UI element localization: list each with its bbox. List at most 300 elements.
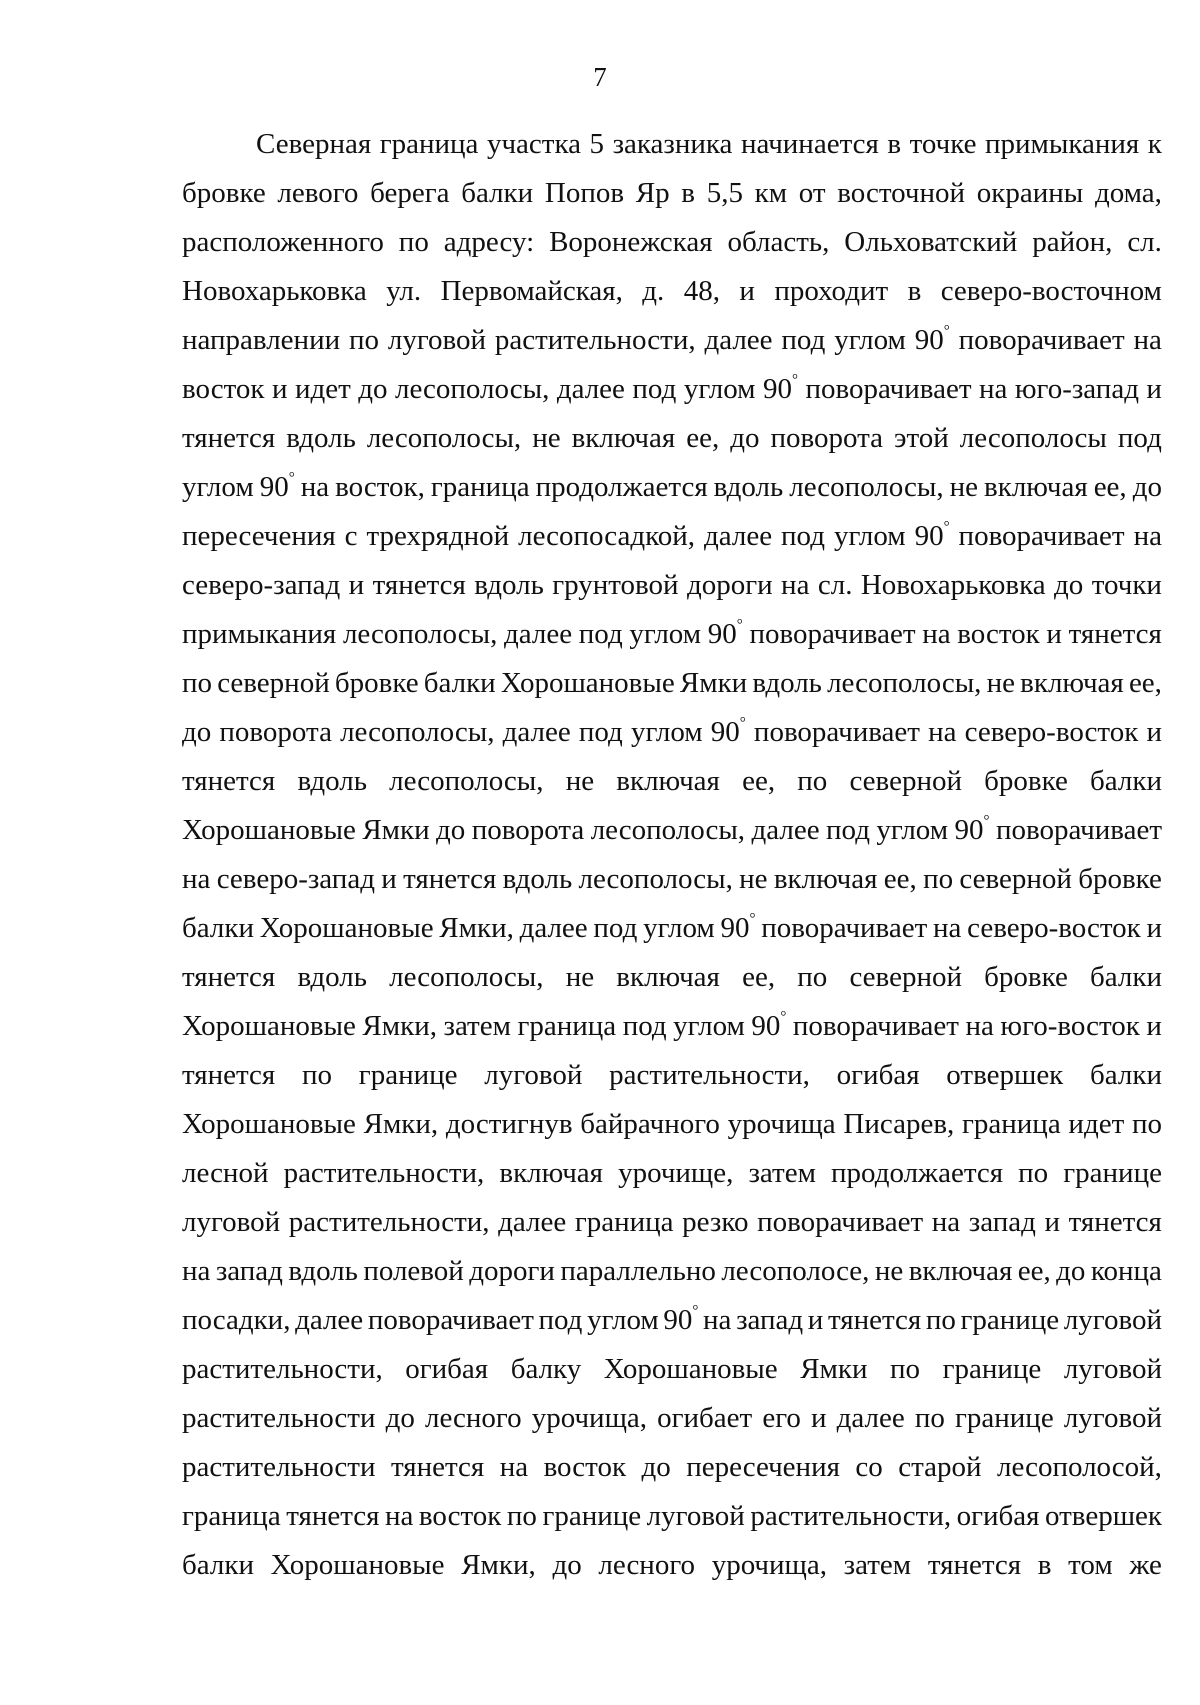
word: луговой — [1063, 1353, 1162, 1385]
word: Ольховатский — [844, 226, 1018, 258]
text-line — [182, 1002, 1162, 1051]
word: углом — [643, 912, 715, 944]
word: окраины — [976, 177, 1084, 209]
word: область, — [727, 226, 830, 258]
word: огибая — [836, 1059, 920, 1091]
word: затем — [748, 1157, 816, 1189]
word: далее — [703, 520, 773, 552]
word: восток — [543, 1451, 627, 1483]
word: Хорошановые — [270, 1549, 445, 1581]
word: пересечения — [686, 1451, 840, 1483]
word: поворачивает — [367, 1304, 534, 1336]
word: участка — [486, 128, 581, 160]
word: северной — [959, 863, 1072, 895]
word: его — [762, 1402, 801, 1434]
word: лесополосы, — [578, 863, 733, 895]
word: восток — [182, 373, 265, 405]
word: лесополосы, — [342, 618, 498, 650]
word: Воронежская — [549, 226, 713, 258]
word: северной — [217, 667, 330, 699]
word: по — [925, 1304, 956, 1336]
word: Ямки — [679, 667, 748, 699]
word: Яр — [635, 177, 670, 209]
word: далее — [704, 324, 773, 356]
word: далее — [751, 814, 820, 846]
word: далее — [498, 1206, 567, 1238]
word: граница — [430, 471, 530, 503]
word: урочище, — [618, 1157, 734, 1189]
word: луговой — [646, 1500, 745, 1532]
word: северной — [849, 961, 962, 993]
text-line — [182, 855, 1162, 904]
word: 5 — [589, 128, 605, 160]
word: Первомайская, — [440, 275, 623, 307]
word: примыкания — [182, 618, 337, 650]
text-line — [182, 561, 1162, 610]
text-line — [182, 316, 1162, 365]
word: с — [344, 520, 358, 552]
word: лесополосы, — [789, 471, 944, 503]
word: и — [1146, 373, 1162, 405]
word: поворачивает — [958, 520, 1125, 552]
word: граница — [962, 1108, 1061, 1140]
word: сл. — [817, 569, 853, 601]
word: на — [781, 569, 810, 601]
word: поворота — [471, 814, 585, 846]
word: ул. — [386, 275, 422, 307]
word: км — [754, 177, 788, 209]
word: поворачивает — [749, 618, 916, 650]
word: границе — [542, 1500, 642, 1532]
word: достигнув — [445, 1108, 573, 1140]
word: лесополосы, — [389, 765, 544, 797]
word: не — [532, 422, 561, 454]
word: юго-восток — [1000, 1010, 1140, 1042]
word: ее, — [1128, 667, 1162, 699]
word: урочища, — [711, 1549, 827, 1581]
word: тянется — [182, 765, 276, 797]
word: бровке — [334, 667, 419, 699]
word: границе — [1063, 1157, 1162, 1189]
word: до — [182, 716, 212, 748]
word: 90° — [914, 519, 950, 552]
word: отвершек — [946, 1059, 1064, 1091]
word: ее, — [742, 961, 776, 993]
word: вдоль — [502, 863, 573, 895]
word: под — [593, 912, 638, 944]
word: далее — [556, 373, 625, 405]
word: Новохарьковка — [182, 275, 367, 307]
text-line — [182, 708, 1162, 757]
word: поворачивает — [792, 1010, 959, 1042]
word: растительности, — [283, 1157, 485, 1189]
word: Ямки, — [439, 912, 514, 944]
word: до — [641, 1451, 671, 1483]
word: граница — [574, 1206, 674, 1238]
word: балки — [1090, 961, 1162, 993]
word: вдоль — [288, 1255, 358, 1287]
word: огибая — [405, 1353, 489, 1385]
word: левого — [277, 177, 359, 209]
word: углом — [182, 471, 254, 503]
word: включая — [984, 471, 1088, 503]
word: луговой — [1063, 1402, 1162, 1434]
word: Попов — [544, 177, 625, 209]
word: вдоль — [286, 422, 356, 454]
word: границе — [955, 1402, 1054, 1434]
text-line — [182, 1100, 1162, 1149]
word: далее — [836, 1402, 905, 1434]
word: лесополосой, — [997, 1451, 1162, 1483]
word: продолжается — [535, 471, 708, 503]
word: не — [565, 765, 595, 797]
word: огибая — [956, 1500, 1040, 1532]
word: Писарев, — [843, 1108, 955, 1140]
word: до — [730, 422, 760, 454]
word: Ямки — [800, 1353, 868, 1385]
word: идет — [1068, 1108, 1125, 1140]
word: Хорошановые — [603, 1353, 778, 1385]
word: восток — [418, 1500, 502, 1532]
word: растительности, — [750, 1500, 952, 1532]
word: Хорошановые — [182, 1108, 356, 1140]
word: 90° — [710, 715, 746, 748]
word: до — [552, 1549, 582, 1581]
word: под — [781, 520, 825, 552]
word: по — [1131, 1108, 1162, 1140]
word: граница — [517, 1010, 617, 1042]
word: вдоль — [474, 569, 544, 601]
word: продолжается — [831, 1157, 1004, 1189]
word: луговой — [387, 324, 487, 356]
text-line — [182, 1394, 1162, 1443]
text-line — [182, 414, 1162, 463]
word: лесополосы — [959, 422, 1107, 454]
word: ее, — [883, 863, 917, 895]
word: далее — [295, 1304, 364, 1336]
word: по — [797, 765, 828, 797]
word: запад — [215, 1255, 283, 1287]
word: проходит — [774, 275, 889, 307]
word: берега — [370, 177, 450, 209]
word: границе — [942, 1353, 1042, 1385]
word: трехрядной — [366, 520, 510, 552]
word: Северная — [256, 128, 372, 160]
word: растительности — [182, 1451, 376, 1483]
word: лесополосы, — [340, 716, 495, 748]
word: тянется — [390, 1451, 485, 1483]
word: балки — [461, 177, 534, 209]
word: и — [1044, 1206, 1060, 1238]
word: поворачивает — [761, 912, 928, 944]
word: в — [887, 128, 902, 160]
word: балки — [182, 912, 254, 944]
word: Новохарьковка — [860, 569, 1046, 601]
text-line — [182, 218, 1162, 267]
word: лесополосы, — [389, 961, 544, 993]
word: полевой — [363, 1255, 464, 1287]
word: углом — [673, 1010, 745, 1042]
word: углом — [587, 1304, 659, 1336]
word: углом — [876, 814, 949, 846]
word: далее — [519, 912, 588, 944]
text-line — [182, 806, 1162, 855]
text-line — [182, 1345, 1162, 1394]
word: и — [1046, 618, 1062, 650]
word: на — [922, 618, 951, 650]
word: Ямки — [362, 814, 430, 846]
word: со — [855, 1451, 883, 1483]
word: до — [1056, 1255, 1086, 1287]
word: лесополосы, — [590, 814, 746, 846]
word: резко — [682, 1206, 749, 1238]
word: тянется — [286, 1500, 380, 1532]
word: и — [739, 275, 755, 307]
word: границе — [358, 1059, 458, 1091]
word: посадки, — [182, 1304, 291, 1336]
word: поворачивает — [995, 814, 1162, 846]
word: пересечения — [182, 520, 336, 552]
word: растительности — [182, 1402, 376, 1434]
text-line — [182, 120, 1162, 169]
word: углом — [683, 373, 756, 405]
word: вдоль — [713, 471, 784, 503]
word: и — [381, 863, 397, 895]
word: район, — [1032, 226, 1113, 258]
word: граница — [379, 128, 479, 160]
word: лесополосы, — [394, 373, 550, 405]
word: направлении — [182, 324, 341, 356]
word: Ямки, — [362, 1010, 437, 1042]
word: по — [182, 667, 213, 699]
word: на — [300, 471, 330, 503]
word: на — [499, 1451, 529, 1483]
word: примыкания — [984, 128, 1140, 160]
word: тянется — [182, 961, 276, 993]
word: углом — [833, 520, 906, 552]
text-line — [182, 1247, 1162, 1296]
word: под — [578, 716, 623, 748]
word: балки — [182, 1549, 254, 1581]
word: лесной — [182, 1157, 269, 1189]
word: на — [978, 373, 1008, 405]
word: не — [739, 863, 768, 895]
word: включая — [616, 765, 720, 797]
word: сл. — [1127, 226, 1162, 258]
word: в — [681, 177, 695, 209]
word: растительности, — [288, 1206, 490, 1238]
word: бровке — [182, 177, 266, 209]
word: углом — [834, 324, 906, 356]
word: поворачивает — [757, 1206, 924, 1238]
word: восток, — [335, 471, 425, 503]
word: к — [1147, 128, 1162, 160]
word: под — [632, 373, 677, 405]
word: и — [1146, 912, 1162, 944]
body-paragraph — [182, 120, 1162, 1590]
word: бровке — [1078, 863, 1162, 895]
word: 5,5 — [706, 177, 743, 209]
word: ее, — [1093, 471, 1127, 503]
word: на — [928, 716, 957, 748]
word: по — [914, 1402, 945, 1434]
word: включая — [616, 961, 720, 993]
word: точки — [1091, 569, 1162, 601]
word: урочища — [727, 1108, 836, 1140]
word: на — [1133, 324, 1162, 356]
word: далее — [504, 618, 573, 650]
word: растительности, — [182, 1353, 383, 1385]
word: юго-запад — [1014, 373, 1139, 405]
word: лесополосе, — [721, 1255, 870, 1287]
word: поворота — [219, 716, 332, 748]
word: балку — [510, 1353, 582, 1385]
word: растительности, — [609, 1059, 810, 1091]
word: начинается — [740, 128, 879, 160]
page-number: 7 — [593, 62, 607, 92]
word: под — [781, 324, 826, 356]
word: 90° — [720, 911, 756, 944]
text-line — [182, 1296, 1162, 1345]
text-line — [182, 512, 1162, 561]
word: бровке — [984, 765, 1068, 797]
word: расположенного — [182, 226, 384, 258]
word: границе — [960, 1304, 1060, 1336]
word: поворачивает — [805, 373, 972, 405]
word: отвершек — [1045, 1500, 1162, 1532]
word: балки — [1090, 765, 1162, 797]
word: и — [811, 1402, 827, 1434]
word: не — [986, 667, 1015, 699]
word: д. — [642, 275, 665, 307]
word: включая — [773, 863, 878, 895]
text-line — [182, 1492, 1162, 1541]
word: в — [1037, 1549, 1052, 1581]
word: адресу: — [443, 226, 535, 258]
word: на — [931, 1206, 961, 1238]
text-line — [182, 953, 1162, 1002]
word: параллельно — [560, 1255, 716, 1287]
word: лесополосы, — [827, 667, 982, 699]
word: до — [436, 814, 466, 846]
word: старой — [898, 1451, 982, 1483]
word: по — [348, 324, 379, 356]
word: северной — [849, 765, 962, 797]
word: далее — [502, 716, 571, 748]
word: включая — [1020, 667, 1124, 699]
word: байрачного — [580, 1108, 720, 1140]
word: поворачивает — [958, 324, 1125, 356]
text-line — [182, 463, 1162, 512]
word: 90° — [259, 470, 295, 503]
word: на — [703, 1304, 732, 1336]
word: включая — [499, 1157, 603, 1189]
word: тянется — [1068, 1206, 1162, 1238]
word: в — [907, 275, 922, 307]
word: северо-запад — [216, 863, 375, 895]
word: луговой — [1063, 1304, 1162, 1336]
word: 90° — [663, 1303, 699, 1336]
word: том — [1068, 1549, 1113, 1581]
word: по — [506, 1500, 537, 1532]
word: углом — [629, 618, 702, 650]
word: балки — [1090, 1059, 1162, 1091]
word: 90° — [954, 813, 990, 846]
text-line — [182, 169, 1162, 218]
word: на — [182, 863, 211, 895]
word: урочища, — [531, 1402, 648, 1434]
word: по — [1018, 1157, 1049, 1189]
text-line — [182, 365, 1162, 414]
word: и — [1146, 1010, 1162, 1042]
text-line — [182, 1051, 1162, 1100]
word: точке — [909, 128, 977, 160]
text-line — [182, 1198, 1162, 1247]
word: включая — [908, 1255, 1013, 1287]
word: по — [302, 1059, 333, 1091]
word: по — [797, 961, 828, 993]
word: восточной — [837, 177, 966, 209]
word: восток — [957, 618, 1040, 650]
word: заказника — [612, 128, 733, 160]
word: затем — [443, 1010, 511, 1042]
word: включая — [571, 422, 676, 454]
word: лесного — [598, 1549, 696, 1581]
word: не — [874, 1255, 904, 1287]
word: до — [1132, 471, 1162, 503]
word: тянется — [403, 863, 497, 895]
word: не — [565, 961, 595, 993]
word: вдоль — [297, 765, 367, 797]
text-line — [182, 757, 1162, 806]
word: по — [398, 226, 429, 258]
word: лесопосадкой, — [518, 520, 696, 552]
word: 90° — [914, 323, 950, 356]
word: затем — [843, 1549, 912, 1581]
text-line — [182, 1443, 1162, 1492]
word: 90° — [707, 617, 743, 650]
word: Хорошановые — [500, 667, 675, 699]
word: бровке — [984, 961, 1068, 993]
word: поворота — [770, 422, 884, 454]
word: дороги — [469, 1255, 555, 1287]
word: огибает — [657, 1402, 753, 1434]
word: до — [1054, 569, 1084, 601]
word: дороги — [686, 569, 773, 601]
word: балки — [423, 667, 496, 699]
word: Хорошановые — [259, 912, 434, 944]
word: дома, — [1094, 177, 1162, 209]
word: тянется — [182, 1059, 276, 1091]
word: до — [385, 1402, 415, 1434]
text-line — [182, 659, 1162, 708]
word: и — [807, 1304, 824, 1336]
word: под — [622, 1010, 667, 1042]
word: под — [538, 1304, 583, 1336]
word: по — [890, 1353, 921, 1385]
word: по — [923, 863, 954, 895]
word: ее, — [686, 422, 720, 454]
word: северо-восток — [964, 716, 1139, 748]
word: луговой — [182, 1206, 281, 1238]
word: тянется — [927, 1549, 1022, 1581]
word: грунтовой — [552, 569, 679, 601]
word: Хорошановые — [182, 814, 356, 846]
word: северо-запад — [182, 569, 341, 601]
word: поворачивает — [753, 716, 920, 748]
word: луговой — [484, 1059, 583, 1091]
word: на — [965, 1010, 994, 1042]
